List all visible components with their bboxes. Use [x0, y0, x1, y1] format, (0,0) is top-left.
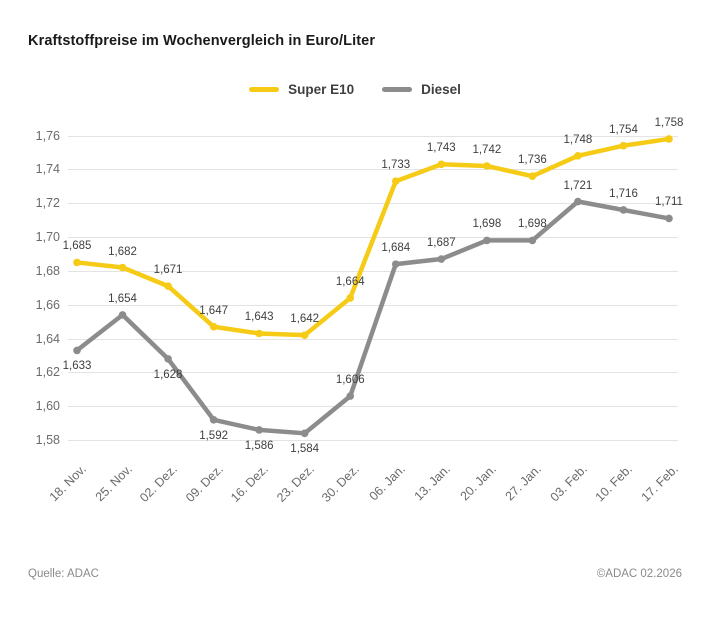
y-tick-label: 1,64: [35, 331, 60, 346]
x-tick-label: 30. Dez.: [319, 462, 363, 505]
data-point[interactable]: [210, 323, 218, 331]
y-tick-label: 1,60: [35, 399, 60, 414]
data-point[interactable]: [301, 430, 309, 438]
legend-swatch-icon: [249, 87, 279, 92]
legend-item-diesel[interactable]: [382, 82, 461, 97]
data-point[interactable]: [529, 172, 537, 180]
data-point-label: 1,682: [108, 245, 137, 258]
x-tick-label: 16. Dez.: [228, 462, 272, 505]
x-tick-label: 02. Dez.: [137, 462, 180, 505]
data-point-label: 1,647: [199, 304, 228, 317]
legend-swatch-icon: [382, 87, 412, 92]
y-tick-label: 1,66: [35, 297, 60, 312]
x-tick-label: 09. Dez.: [182, 462, 226, 505]
copyright-note: ©ADAC 02.2026: [596, 568, 682, 580]
data-point-label: 1,628: [153, 368, 183, 381]
data-point-label: 1,687: [426, 237, 456, 250]
y-tick-label: 1,76: [35, 128, 60, 143]
data-point[interactable]: [438, 255, 446, 263]
data-point-label: 1,711: [655, 196, 683, 209]
data-point[interactable]: [529, 237, 537, 245]
data-point[interactable]: [392, 260, 400, 268]
y-tick-label: 1,58: [35, 433, 60, 448]
data-point-label: 1,721: [563, 179, 593, 192]
data-point[interactable]: [620, 142, 628, 150]
legend-item-super-e10[interactable]: [249, 82, 354, 97]
x-tick-label: 13. Jan.: [411, 462, 454, 504]
x-tick-label: 25. Nov.: [92, 462, 135, 505]
data-point-label: 1,748: [563, 133, 593, 146]
data-point-label: 1,633: [62, 360, 92, 373]
data-point[interactable]: [255, 330, 263, 338]
data-point-label: 1,654: [108, 292, 137, 305]
legend-label: Diesel: [421, 82, 461, 97]
data-point-label: 1,643: [244, 311, 274, 324]
x-tick-label: 03. Feb.: [547, 462, 590, 505]
data-point-label: 1,698: [472, 218, 502, 231]
data-point-label: 1,733: [381, 159, 411, 172]
data-point-label: 1,742: [472, 143, 502, 156]
data-point[interactable]: [665, 215, 673, 223]
x-tick-label: 23. Dez.: [273, 462, 317, 505]
y-axis: [10, 122, 60, 457]
data-point[interactable]: [255, 426, 263, 434]
series-line-super-e10: [77, 139, 669, 335]
legend-label: Super E10: [288, 82, 355, 97]
data-point-label: 1,716: [609, 187, 638, 200]
data-point-label: 1,736: [517, 154, 547, 167]
x-tick-label: 06. Jan.: [366, 462, 408, 504]
data-point-label: 1,642: [290, 313, 320, 326]
y-tick-label: 1,62: [35, 365, 60, 380]
data-point[interactable]: [574, 198, 582, 206]
data-point[interactable]: [346, 294, 354, 302]
data-point[interactable]: [119, 311, 127, 319]
page-title: Kraftstoffpreise im Wochenvergleich in Euro/Liter: [28, 33, 376, 49]
data-point-label: 1,584: [290, 443, 320, 456]
data-point-label: 1,758: [654, 116, 684, 129]
data-point[interactable]: [73, 347, 81, 355]
x-axis: [46, 462, 681, 542]
data-point-label: 1,743: [426, 142, 456, 155]
chart-legend: [0, 82, 710, 97]
data-point[interactable]: [119, 264, 127, 272]
data-point[interactable]: [164, 282, 172, 290]
x-tick-label: 18. Nov.: [46, 462, 89, 505]
x-tick-label: 27. Jan.: [502, 462, 545, 504]
data-point-label: 1,606: [335, 374, 365, 387]
data-point[interactable]: [164, 355, 172, 363]
data-point-label: 1,592: [199, 429, 228, 442]
y-tick-label: 1,68: [35, 263, 60, 278]
data-point-label: 1,671: [153, 264, 183, 277]
plot-area: [62, 116, 684, 457]
data-point-label: 1,685: [62, 240, 92, 253]
y-tick-label: 1,74: [35, 162, 60, 177]
data-point[interactable]: [483, 162, 491, 170]
x-tick-label: 20. Jan.: [457, 462, 499, 504]
data-point[interactable]: [392, 177, 400, 185]
data-point[interactable]: [438, 160, 446, 168]
data-point[interactable]: [210, 416, 218, 424]
data-point[interactable]: [73, 259, 81, 267]
data-point-label: 1,586: [244, 439, 274, 452]
y-tick-label: 1,72: [35, 196, 60, 211]
data-point[interactable]: [483, 237, 491, 245]
data-point-label: 1,684: [381, 242, 411, 255]
y-tick-label: 1,70: [35, 230, 60, 245]
source-note: Quelle: ADAC: [28, 568, 99, 580]
data-point[interactable]: [346, 392, 354, 400]
data-point[interactable]: [620, 206, 628, 214]
data-point[interactable]: [574, 152, 582, 160]
series-lines: [68, 122, 678, 457]
data-point[interactable]: [301, 331, 309, 339]
x-tick-label: 10. Feb.: [593, 462, 636, 505]
data-point-label: 1,754: [609, 123, 638, 136]
x-tick-label: 17. Feb.: [638, 462, 681, 505]
data-point-label: 1,664: [335, 275, 365, 288]
data-point-label: 1,698: [517, 218, 547, 231]
data-point[interactable]: [665, 135, 673, 143]
